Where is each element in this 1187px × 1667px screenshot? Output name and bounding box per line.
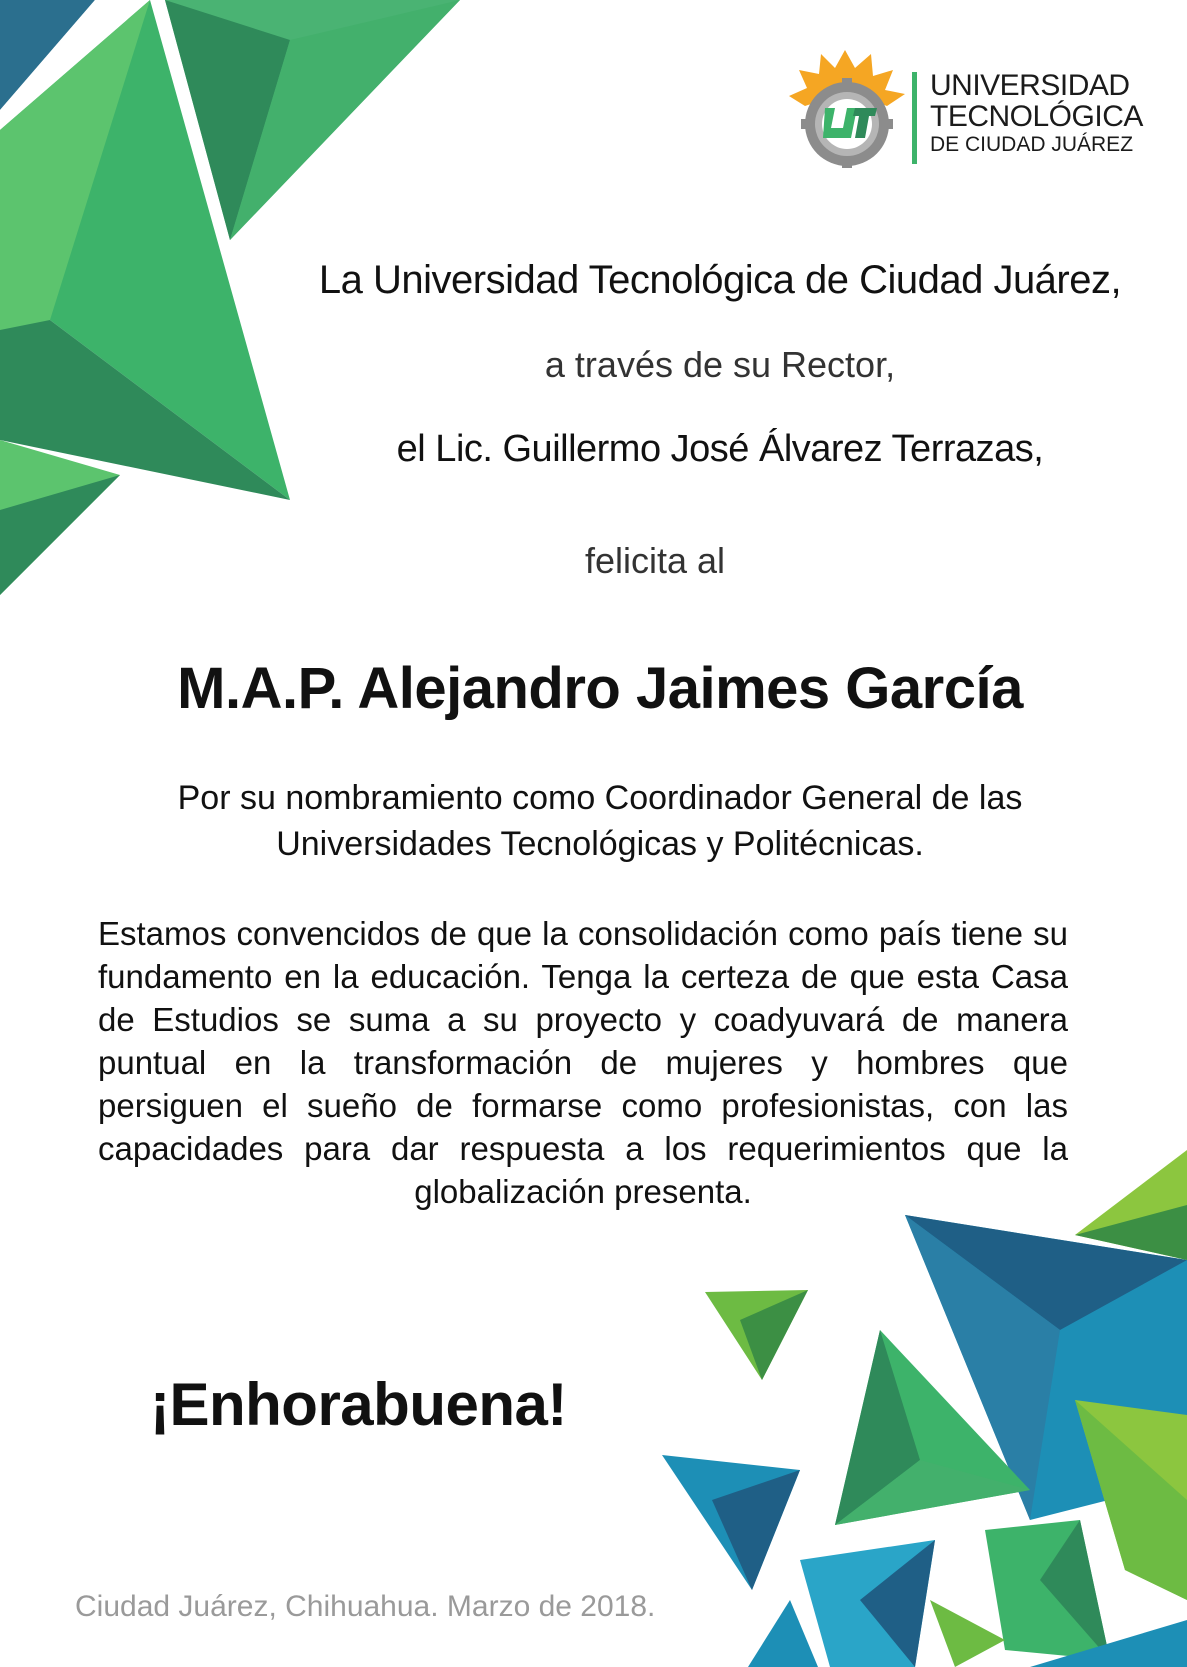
- reason-line2: Universidades Tecnológicas y Politécnicas.: [276, 825, 924, 863]
- body-paragraph: Estamos convencidos de que la consolidación como país tiene su fundamento en la educación. Tenga la certeza de que esta Casa de Estudios se suma a su proyecto y coadyuvará de manera puntual en la transformación de mujeres y hombres que persiguen el sueño de formarse como profesionistas, con las capacidades para dar respuesta a los requerimientos que la globalización presenta.: [98, 915, 1068, 1210]
- bottom-small-green: [930, 1600, 1005, 1667]
- logo-line2: TECNOLÓGICA: [930, 100, 1143, 133]
- heading-rector-name: el Lic. Guillermo José Álvarez Terrazas,: [396, 428, 1044, 470]
- logo-wordmark: [930, 70, 1143, 158]
- bottom-small-blue: [748, 1600, 818, 1667]
- heading-congratulates: felicita al: [584, 540, 726, 581]
- heading-institution: La Universidad Tecnológica de Ciudad Juárez,: [318, 258, 1122, 302]
- closing-exclamation: ¡Enhorabuena!: [150, 1371, 567, 1438]
- reason-text: [80, 775, 1120, 867]
- logo-line3: DE CIUDAD JUÁREZ: [930, 133, 1134, 156]
- honoree-name: M.A.P. Alejandro Jaimes García: [177, 656, 1023, 721]
- reason-line1: Por su nombramiento como Coordinador General de las: [177, 779, 1023, 817]
- footer-place-date: Ciudad Juárez, Chihuahua. Marzo de 2018.: [75, 1590, 656, 1623]
- heading-through-rector: a través de su Rector,: [544, 344, 896, 385]
- logo-divider: [912, 72, 917, 164]
- logo-line1: UNIVERSIDAD: [930, 69, 1130, 102]
